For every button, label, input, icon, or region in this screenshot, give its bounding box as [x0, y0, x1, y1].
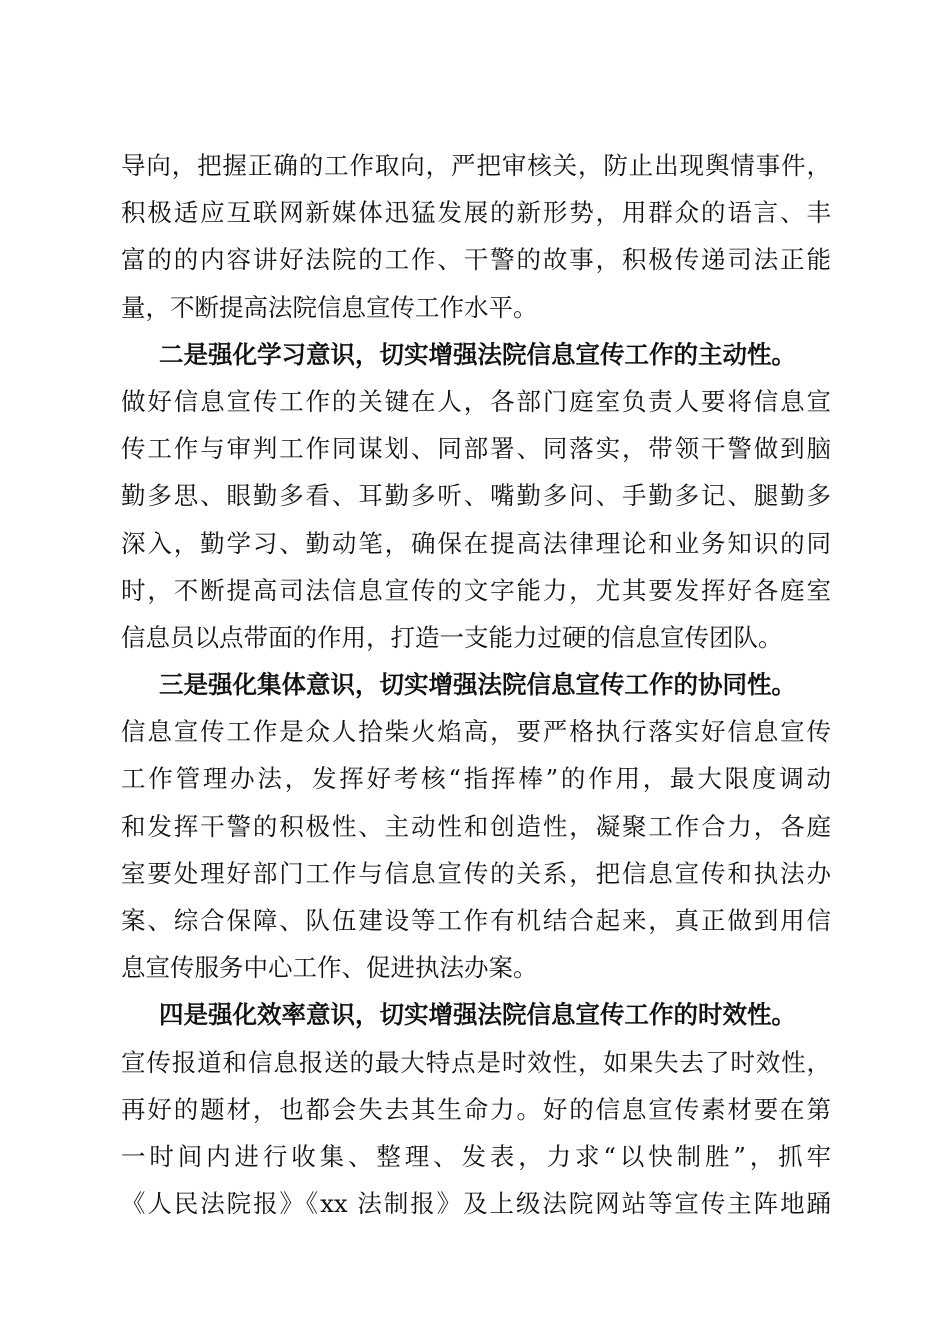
body-line: 做好信息宣传工作的关键在人，各部门庭室负责人要将信息宣 [121, 386, 831, 416]
body-line: 勤多思、眼勤多看、耳勤多听、嘴勤多问、手勤多记、腿勤多 [121, 481, 831, 511]
body-line: 信息宣传工作是众人拾柴火焰高，要严格执行落实好信息宣传 [121, 717, 831, 747]
body-line: 息宣传服务中心工作、促进执法办案。 [121, 953, 538, 983]
body-line: 室要处理好部门工作与信息宣传的关系，把信息宣传和执法办 [121, 858, 831, 888]
section-heading-2: 二是强化学习意识，切实增强法院信息宣传工作的主动性。 [159, 339, 796, 369]
body-line: 传工作与审判工作同谋划、同部署、同落实，带领干警做到脑 [121, 434, 831, 464]
body-line: 工作管理办法，发挥好考核“指挥棒”的作用，最大限度调动 [121, 764, 831, 794]
body-line: 导向，把握正确的工作取向，严把审核关，防止出现舆情事件， [121, 151, 831, 180]
body-line: 案、综合保障、队伍建设等工作有机结合起来，真正做到用信 [121, 906, 831, 935]
body-line: 时，不断提高司法信息宣传的文字能力，尤其要发挥好各庭室 [121, 575, 831, 605]
body-line: 富的的内容讲好法院的工作、干警的故事，积极传递司法正能 [121, 245, 831, 275]
body-line: 一时间内进行收集、整理、发表，力求“以快制胜”，抓牢 [121, 1141, 831, 1171]
section-heading-3: 三是强化集体意识，切实增强法院信息宣传工作的协同性。 [159, 670, 796, 700]
body-line: 信息员以点带面的作用，打造一支能力过硬的信息宣传团队。 [121, 622, 783, 652]
body-line: 量，不断提高法院信息宣传工作水平。 [121, 292, 538, 322]
section-heading-4: 四是强化效率意识，切实增强法院信息宣传工作的时效性。 [159, 1000, 796, 1030]
body-line: 宣传报道和信息报送的最大特点是时效性，如果失去了时效性， [121, 1047, 831, 1077]
body-line: 再好的题材，也都会失去其生命力。好的信息宣传素材要在第 [121, 1094, 831, 1124]
body-line: 积极适应互联网新媒体迅猛发展的新形势，用群众的语言、丰 [121, 198, 831, 228]
body-line: 和发挥干警的积极性、主动性和创造性，凝聚工作合力，各庭 [121, 811, 831, 841]
document-body [121, 142, 831, 1227]
body-line: 《人民法院报》《xx 法制报》及上级法院网站等宣传主阵地踊 [121, 1189, 831, 1219]
body-line: 深入，勤学习、勤动笔，确保在提高法律理论和业务知识的同 [121, 528, 831, 558]
